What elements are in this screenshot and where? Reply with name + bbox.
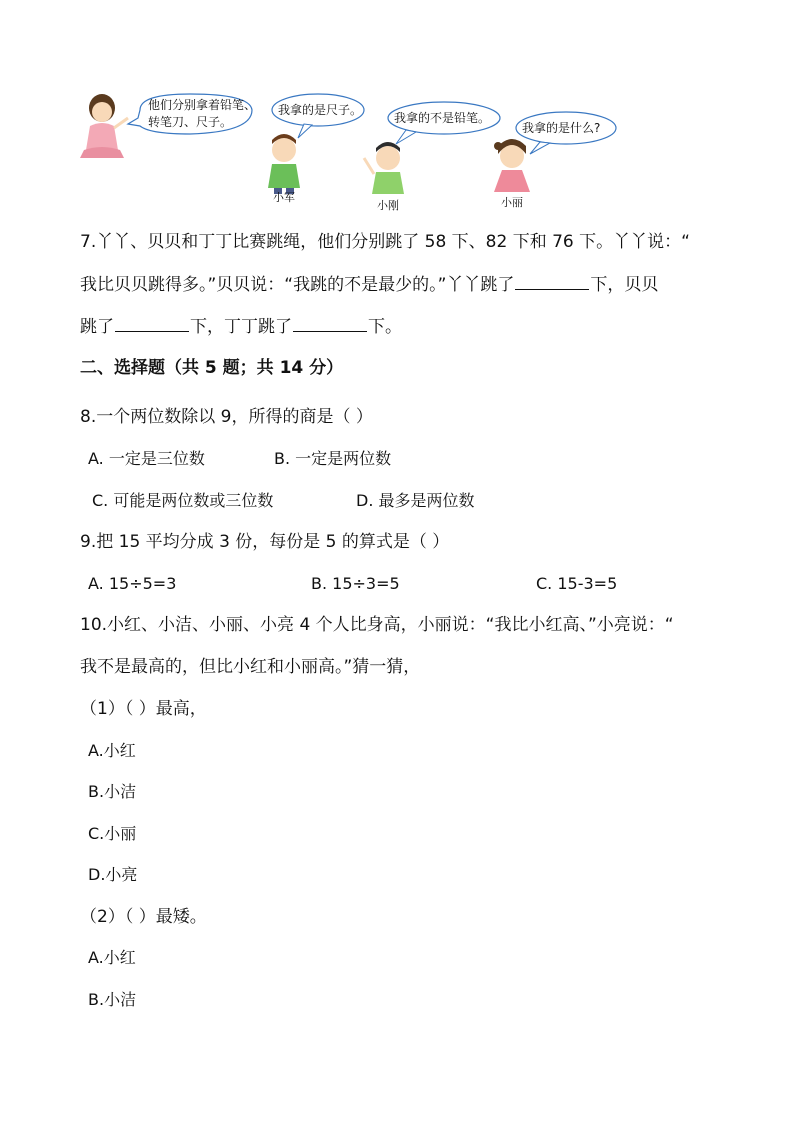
q7-line1: 7.丫丫、贝贝和丁丁比赛跳绳，他们分别跳了 58 下、82 下和 76 下。丫丫说：“: [80, 232, 690, 252]
q8-option-d[interactable]: D. 最多是两位数: [356, 491, 475, 510]
q8-option-b[interactable]: B. 一定是两位数: [274, 449, 392, 468]
q9-option-a[interactable]: A. 15÷5=3: [88, 574, 177, 593]
q10-sub1-option-a[interactable]: A.小红: [88, 741, 136, 760]
q8-option-c[interactable]: C. 可能是两位数或三位数: [92, 491, 274, 510]
q10-line1: 10.小红、小洁、小丽、小亮 4 个人比身高，小丽说：“我比小红高、”小亮说：“: [80, 615, 674, 635]
q9-option-b[interactable]: B. 15÷3=5: [311, 574, 400, 593]
q7-line3: [80, 314, 402, 339]
speech-bubble-2: [272, 94, 364, 138]
bubble1-line2: 转笔刀、尺子。: [148, 115, 233, 129]
q7-line2: [80, 272, 658, 297]
girl-left-figure: [80, 94, 128, 158]
name-xiaoli: 小丽: [501, 196, 523, 209]
q10-sub2-option-b[interactable]: B.小洁: [88, 990, 137, 1009]
section2-heading: 二、选择题（共 5 题；共 14 分）: [80, 358, 344, 378]
illustration-children-dialogue: [80, 88, 640, 216]
bubble1-line1: 他们分别拿着铅笔、: [148, 98, 257, 112]
q10-line2: 我不是最高的，但比小红和小丽高。”猜一猜，: [80, 657, 421, 677]
q10-sub1-option-c[interactable]: C.小丽: [88, 824, 137, 843]
speech-bubble-3: [388, 102, 500, 144]
q7-line3-c: 下。: [368, 317, 402, 337]
q10-sub2-option-a[interactable]: A.小红: [88, 948, 136, 967]
q7-line2-b: 下，贝贝: [590, 275, 659, 295]
q9-stem: 9.把 15 平均分成 3 份，每份是 5 的算式是（ ）: [80, 532, 450, 552]
bubble3-text: 我拿的不是铅笔。: [394, 111, 491, 125]
name-xiaojun: 小军: [273, 191, 295, 204]
q10-sub1-option-d[interactable]: D.小亮: [88, 865, 138, 884]
q10-sub2: （2）（ ）最矮。: [80, 907, 207, 927]
speech-bubble-4: [516, 112, 616, 154]
q7-line3-a: 跳了: [80, 317, 114, 337]
q9-option-c[interactable]: C. 15-3=5: [536, 574, 618, 593]
q7-blank-dingding[interactable]: [293, 314, 367, 332]
bubble4-text: 我拿的是什么?: [522, 121, 601, 135]
boy-xiaojun-figure: [268, 134, 300, 204]
q8-stem: 8.一个两位数除以 9，所得的商是（ ）: [80, 407, 373, 427]
q7-line3-b: 下，丁丁跳了: [190, 317, 292, 337]
q10-sub1: （1）（ ）最高，: [80, 699, 207, 719]
boy-xiaogang-figure: [364, 142, 404, 212]
q7-blank-beibei[interactable]: [115, 314, 189, 332]
q10-sub1-option-b[interactable]: B.小洁: [88, 782, 137, 801]
bubble2-text: 我拿的是尺子。: [278, 103, 363, 117]
q7-line2-a: 我比贝贝跳得多。”贝贝说：“我跳的不是最少的。”丫丫跳了: [80, 275, 515, 295]
girl-xiaoli-figure: [494, 139, 530, 209]
name-xiaogang: 小刚: [377, 199, 399, 212]
q8-option-a[interactable]: A. 一定是三位数: [88, 449, 205, 468]
q7-blank-yaya[interactable]: [515, 272, 589, 290]
speech-bubble-1: [128, 94, 256, 134]
